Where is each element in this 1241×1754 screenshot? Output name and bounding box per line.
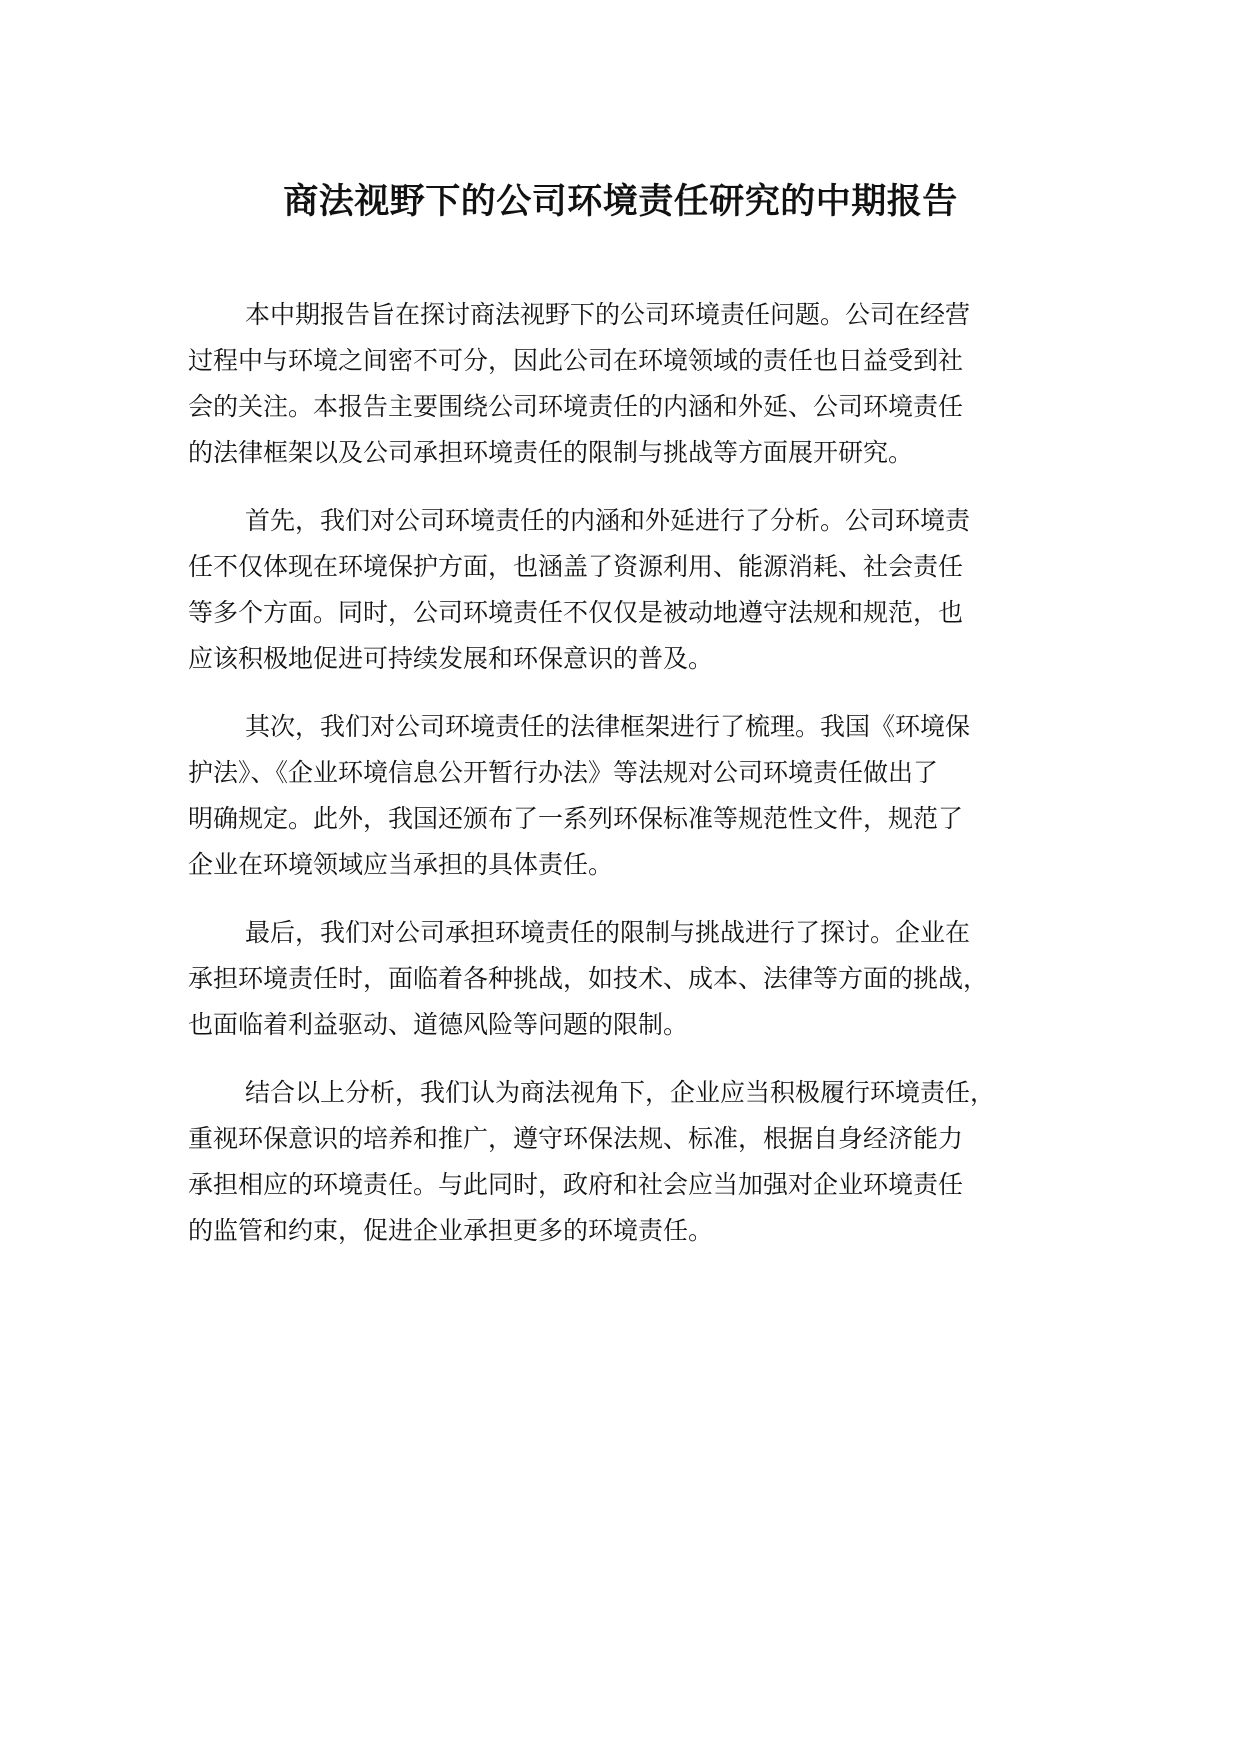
paragraph-5 [188,1070,1068,1254]
document-body [188,292,1068,1276]
paragraph-line: 等多个方面。同时，公司环境责任不仅仅是被动地遵守法规和规范，也 [188,598,964,627]
document-title: 商法视野下的公司环境责任研究的中期报告 [283,182,958,222]
paragraph-line: 首先，我们对公司环境责任的内涵和外延进行了分析。公司环境责 [245,506,971,535]
paragraph-1 [188,292,1068,476]
paragraph-line: 的法律框架以及公司承担环境责任的限制与挑战等方面展开研究。 [188,438,914,467]
paragraph-line: 的监管和约束，促进企业承担更多的环境责任。 [188,1216,714,1245]
paragraph-line: 承担环境责任时，面临着各种挑战，如技术、成本、法律等方面的挑战， [188,964,989,993]
paragraph-line: 结合以上分析，我们认为商法视角下，企业应当积极履行环境责任， [245,1078,996,1107]
paragraph-3 [188,704,1068,888]
paragraph-line: 最后，我们对公司承担环境责任的限制与挑战进行了探讨。企业在 [245,918,971,947]
paragraph-line: 企业在环境领域应当承担的具体责任。 [188,850,614,879]
paragraph-line: 也面临着利益驱动、道德风险等问题的限制。 [188,1010,689,1039]
paragraph-line: 过程中与环境之间密不可分，因此公司在环境领域的责任也日益受到社 [188,346,964,375]
paragraph-line: 重视环保意识的培养和推广，遵守环保法规、标准，根据自身经济能力 [188,1124,964,1153]
paragraph-line: 其次，我们对公司环境责任的法律框架进行了梳理。我国《环境保 [245,712,971,741]
paragraph-2 [188,498,1068,682]
paragraph-line: 承担相应的环境责任。与此同时，政府和社会应当加强对企业环境责任 [188,1170,964,1199]
paragraph-line: 任不仅体现在环境保护方面，也涵盖了资源利用、能源消耗、社会责任 [188,552,964,581]
paragraph-line: 会的关注。本报告主要围绕公司环境责任的内涵和外延、公司环境责任 [188,392,964,421]
paragraph-4 [188,910,1068,1048]
paragraph-line: 应该积极地促进可持续发展和环保意识的普及。 [188,644,714,673]
paragraph-line: 本中期报告旨在探讨商法视野下的公司环境责任问题。公司在经营 [245,300,971,329]
paragraph-line: 护法》、《企业环境信息公开暂行办法》等法规对公司环境责任做出了 [188,758,939,787]
paragraph-line: 明确规定。此外，我国还颁布了一系列环保标准等规范性文件，规范了 [188,804,964,833]
